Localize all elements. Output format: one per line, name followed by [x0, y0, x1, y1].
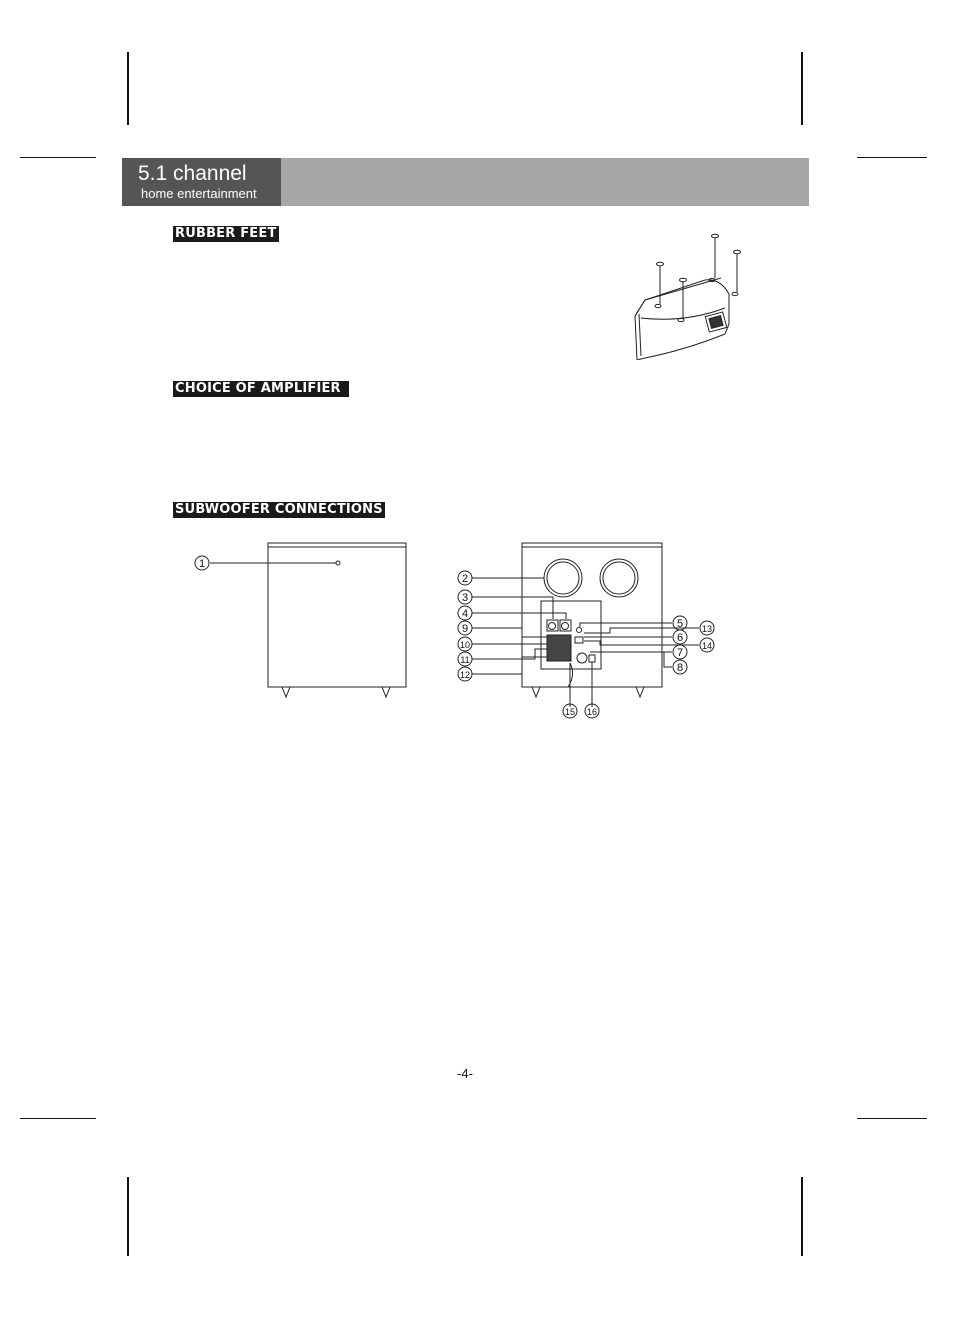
- callout-number: 9: [461, 623, 469, 635]
- page-number: -4-: [457, 1066, 473, 1081]
- crop-mark: [857, 157, 927, 158]
- crop-mark: [801, 52, 803, 125]
- section-heading-rubber-feet: RUBBER FEET: [175, 226, 277, 241]
- crop-mark: [127, 52, 129, 125]
- header-banner: [122, 158, 809, 206]
- subwoofer-front-illustration: [180, 535, 420, 705]
- callout-number: 11: [460, 655, 470, 665]
- section-heading-subwoofer: SUBWOOFER CONNECTIONS: [175, 502, 383, 517]
- callout-number: 10: [459, 640, 471, 650]
- callout-number: 5: [676, 618, 684, 630]
- crop-mark: [801, 1177, 803, 1256]
- callout-number: 6: [676, 632, 684, 644]
- crop-mark: [857, 1118, 927, 1119]
- header-subtitle: home entertainment: [141, 186, 257, 201]
- section-heading-amplifier: CHOICE OF AMPLIFIER: [173, 381, 349, 397]
- callout-number: 1: [198, 558, 206, 570]
- subwoofer-rear-illustration: [450, 535, 730, 725]
- callout-number: 3: [461, 592, 469, 604]
- callout-number: 13: [701, 624, 713, 634]
- callout-number: 8: [676, 662, 684, 674]
- callout-number: 4: [461, 608, 469, 620]
- callout-number: 14: [701, 641, 713, 651]
- callout-number: 16: [586, 707, 598, 717]
- header-title-box: [122, 158, 281, 206]
- crop-mark: [20, 1118, 96, 1119]
- center-speaker-illustration: [625, 228, 765, 360]
- callout-number: 12: [459, 670, 471, 680]
- callout-number: 15: [564, 707, 576, 717]
- header-title: 5.1 channel: [138, 162, 247, 185]
- crop-mark: [20, 157, 96, 158]
- callout-number: 7: [676, 647, 684, 659]
- callout-number: 2: [461, 573, 469, 585]
- crop-mark: [127, 1177, 129, 1256]
